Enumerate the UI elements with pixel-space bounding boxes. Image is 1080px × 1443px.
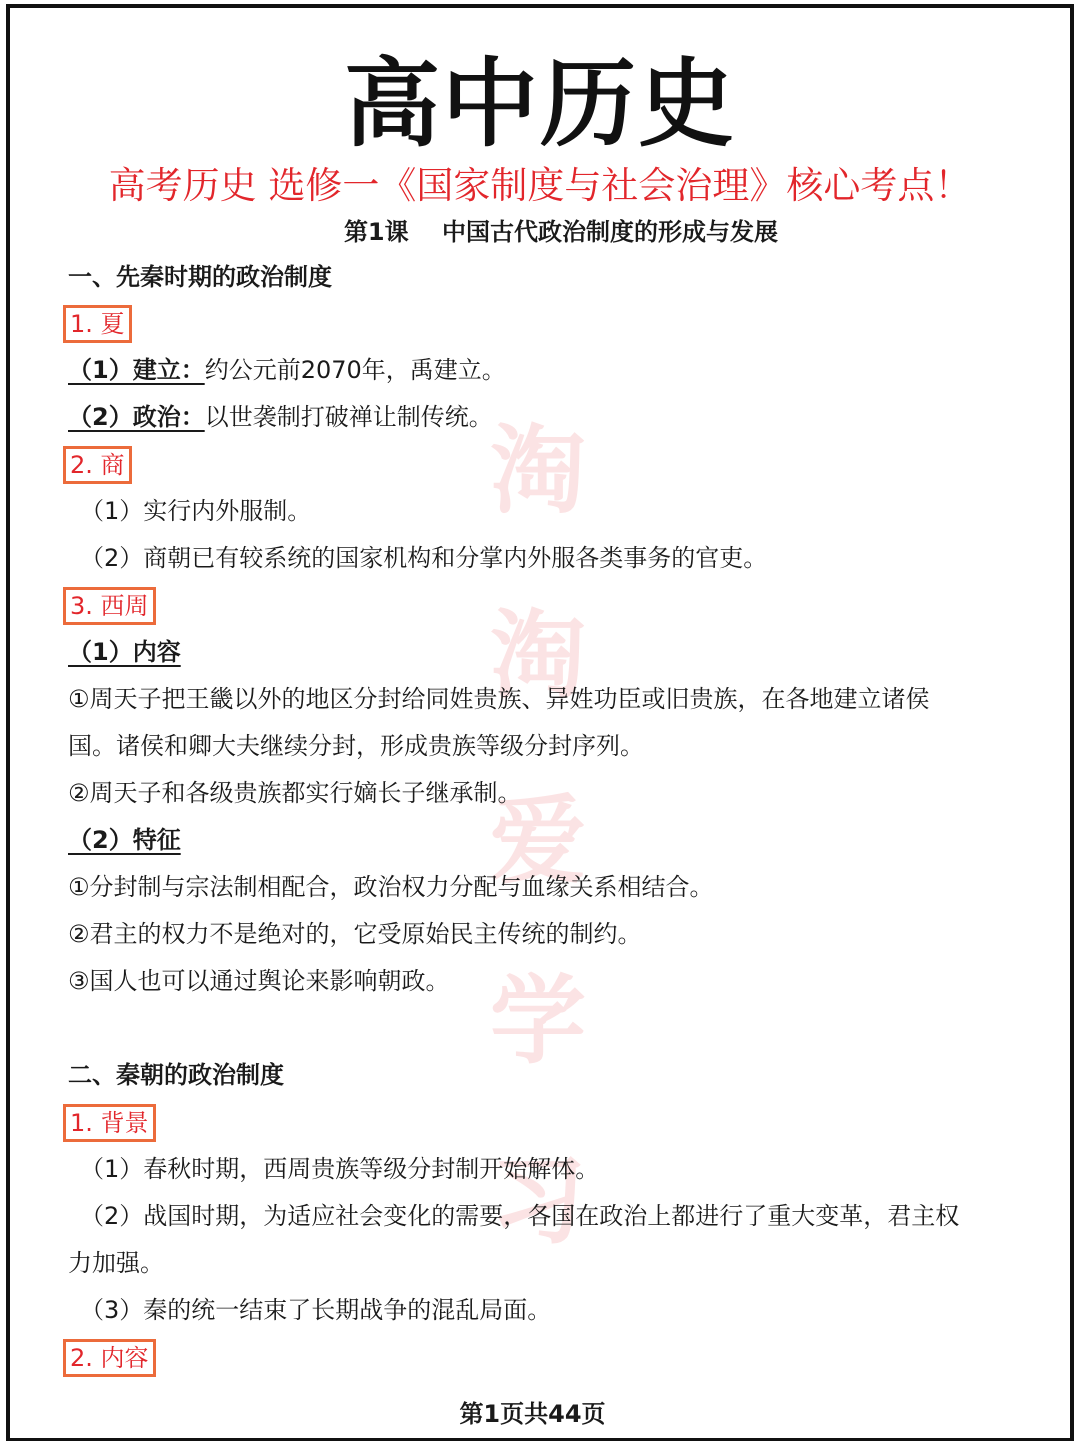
lesson-heading: 第1课 中国古代政治制度的形成与发展: [343, 218, 779, 246]
list-item: （1）实行内外服制。: [80, 497, 312, 525]
item-label: （2）政治：: [68, 403, 205, 431]
section-heading: 一、先秦时期的政治制度: [68, 263, 332, 291]
subheading: [68, 635, 181, 669]
list-item: （1）春秋时期，西周贵族等级分封制开始解体。: [80, 1155, 600, 1183]
list-item: ②周天子和各级贵族都实行嫡长子继承制。: [68, 779, 522, 807]
watermark-char: 学: [490, 965, 586, 1077]
watermark-char: 淘: [490, 415, 586, 527]
list-item: （3）秦的统一结束了长期战争的混乱局面。: [80, 1296, 552, 1324]
item-text: 约公元前2070年，禹建立。: [204, 356, 506, 384]
watermark-char: 淘: [490, 600, 586, 712]
list-item: [68, 400, 493, 434]
item-text: 以世袭制打破禅让制传统。: [204, 403, 493, 431]
page-number: 第1页共44页: [459, 1400, 606, 1428]
watermark-char: 爱: [490, 785, 586, 897]
subtitle: 高考历史 选修一《国家制度与社会治理》核心考点！: [108, 164, 972, 207]
list-item: ②君主的权力不是绝对的，它受原始民主传统的制约。: [68, 920, 642, 948]
topic-box-xizhou: 3. 西周: [63, 587, 156, 625]
list-item: ①周天子把王畿以外的地区分封给同姓贵族、异姓功臣或旧贵族，在各地建立诸侯: [68, 685, 930, 713]
topic-box-shang: 2. 商: [63, 446, 132, 484]
subheading: [68, 823, 181, 857]
topic-box-background: 1. 背景: [63, 1104, 156, 1142]
list-item: ①分封制与宗法制相配合，政治权力分配与血缘关系相结合。: [68, 873, 714, 901]
list-item: （2）商朝已有较系统的国家机构和分掌内外服各类事务的官吏。: [80, 544, 768, 572]
topic-box-xia: 1. 夏: [63, 305, 132, 343]
list-item: [68, 353, 506, 387]
list-item: 力加强。: [68, 1249, 164, 1277]
list-item: ③国人也可以通过舆论来影响朝政。: [68, 967, 450, 995]
page-title: 高中历史: [344, 48, 736, 160]
section-heading: 二、秦朝的政治制度: [68, 1061, 284, 1089]
list-item: （2）战国时期，为适应社会变化的需要，各国在政治上都进行了重大变革，君主权: [80, 1202, 960, 1230]
topic-box-content: 2. 内容: [63, 1339, 156, 1377]
watermark-char: 习: [490, 1145, 586, 1257]
list-item: 国。诸侯和卿大夫继续分封，形成贵族等级分封序列。: [68, 732, 644, 760]
subheading-label: （2）特征: [68, 826, 181, 854]
subheading-label: （1）内容: [68, 638, 181, 666]
item-label: （1）建立：: [68, 356, 205, 384]
